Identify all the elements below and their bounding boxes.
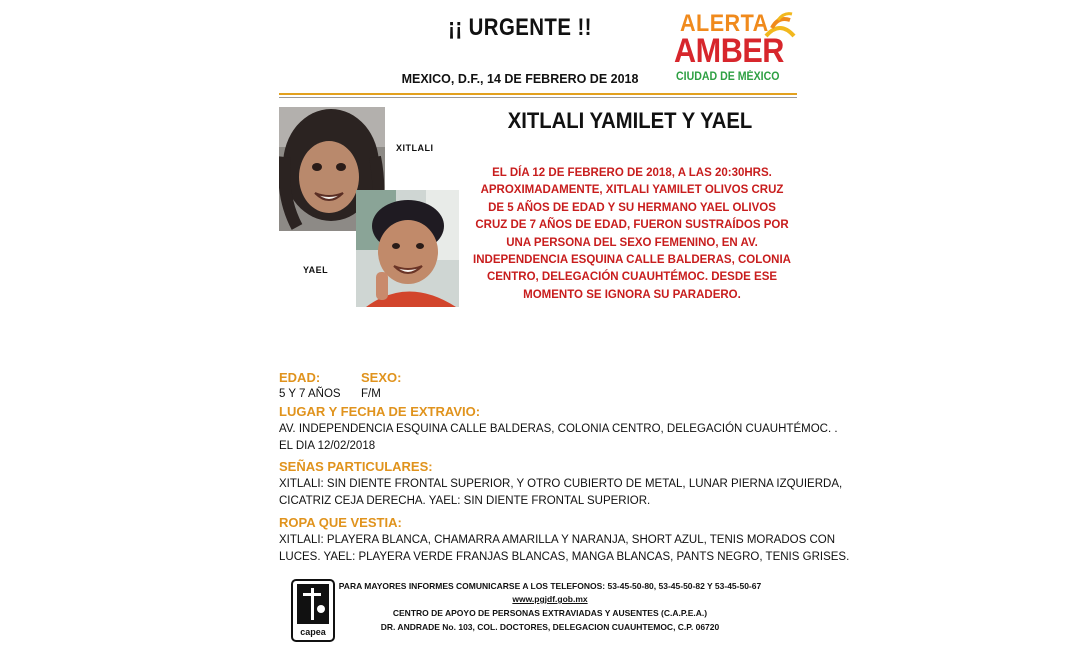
photo-caption-yael: YAEL: [303, 265, 329, 275]
clothing-line-1: XITLALI: PLAYERA BLANCA, CHAMARRA AMARILLA Y NARANJA, SHORT AZUL, TENIS MORADOS CON: [279, 534, 836, 546]
sex-label: SEXO:: [361, 370, 402, 385]
incident-description: EL DÍA 12 DE FEBRERO DE 2018, A LAS 20:30HRS. APROXIMADAMENTE, XITLALI YAMILET OLIVOS CRUZ DE 5 AÑOS DE EDAD Y SU HERMANO YAEL OLIVOS CRUZ DE 7 AÑOS DE EDAD, FUERON SUSTRAÍDOS POR UNA PERSONA DEL SEXO FEMENINO, EN AV. INDEPENDENCIA ESQUINA CALLE BALDERAS, COLONIA CENTRO, DELEGACIÓN CUAUHTÉMOC. DESDE ESE MOMENTO SE IGNORA SU PARADERO.: [473, 167, 791, 301]
sex-value: F/M: [361, 388, 381, 400]
dateline: MEXICO, D.F., 14 DE FEBRERO DE 2018: [401, 72, 639, 86]
clothing-line-2: LUCES. YAEL: PLAYERA VERDE FRANJAS BLANCAS, MANGA BLANCAS, PANTS NEGRO, TENIS GRISES.: [279, 551, 850, 563]
logo-amber-text: AMBER: [674, 32, 784, 70]
clothing-label: ROPA QUE VESTIA:: [279, 515, 402, 530]
contact-phones: PARA MAYORES INFORMES COMUNICARSE A LOS TELEFONOS: 53-45-50-80, 53-45-50-82 Y 53-45-50-67: [338, 581, 762, 591]
photo-caption-xitlali: XITLALI: [396, 143, 434, 153]
place-line-2: EL DIA 12/02/2018: [279, 440, 376, 452]
features-line-1: XITLALI: SIN DIENTE FRONTAL SUPERIOR, Y OTRO CUBIERTO DE METAL, LUNAR PIERNA IZQUIERDA,: [279, 478, 843, 490]
features-label: SEÑAS PARTICULARES:: [279, 459, 433, 474]
logo-city-text: CIUDAD DE MÉXICO: [676, 71, 780, 83]
capea-logo-text: capea: [300, 627, 326, 637]
center-address: DR. ANDRADE No. 103, COL. DOCTORES, DELEGACION CUAUHTEMOC, C.P. 06720: [380, 622, 720, 632]
features-line-2: CICATRIZ CEJA DERECHA. YAEL: SIN DIENTE FRONTAL SUPERIOR.: [279, 495, 651, 507]
place-line-1: AV. INDEPENDENCIA ESQUINA CALLE BALDERAS, COLONIA CENTRO, DELEGACIÓN CUAUHTÉMOC. .: [279, 423, 838, 435]
logo-alerta-text: ALERTA: [680, 10, 769, 37]
urgent-heading: ¡¡ URGENTE !!: [448, 14, 592, 41]
age-value: 5 Y 7 AÑOS: [279, 388, 341, 400]
header-rule-shadow: [279, 97, 797, 98]
photo-yael: [356, 190, 459, 307]
missing-children-names: XITLALI YAMILET Y YAEL: [507, 108, 753, 133]
website-link[interactable]: www.pgjdf.gob.mx: [512, 594, 588, 604]
place-date-label: LUGAR Y FECHA DE EXTRAVIO:: [279, 404, 481, 419]
age-label: EDAD:: [279, 370, 321, 385]
amber-alert-logo: [672, 8, 802, 86]
header-rule: [279, 93, 797, 95]
center-name: CENTRO DE APOYO DE PERSONAS EXTRAVIADAS Y AUSENTES (C.A.P.E.A.): [392, 608, 708, 618]
